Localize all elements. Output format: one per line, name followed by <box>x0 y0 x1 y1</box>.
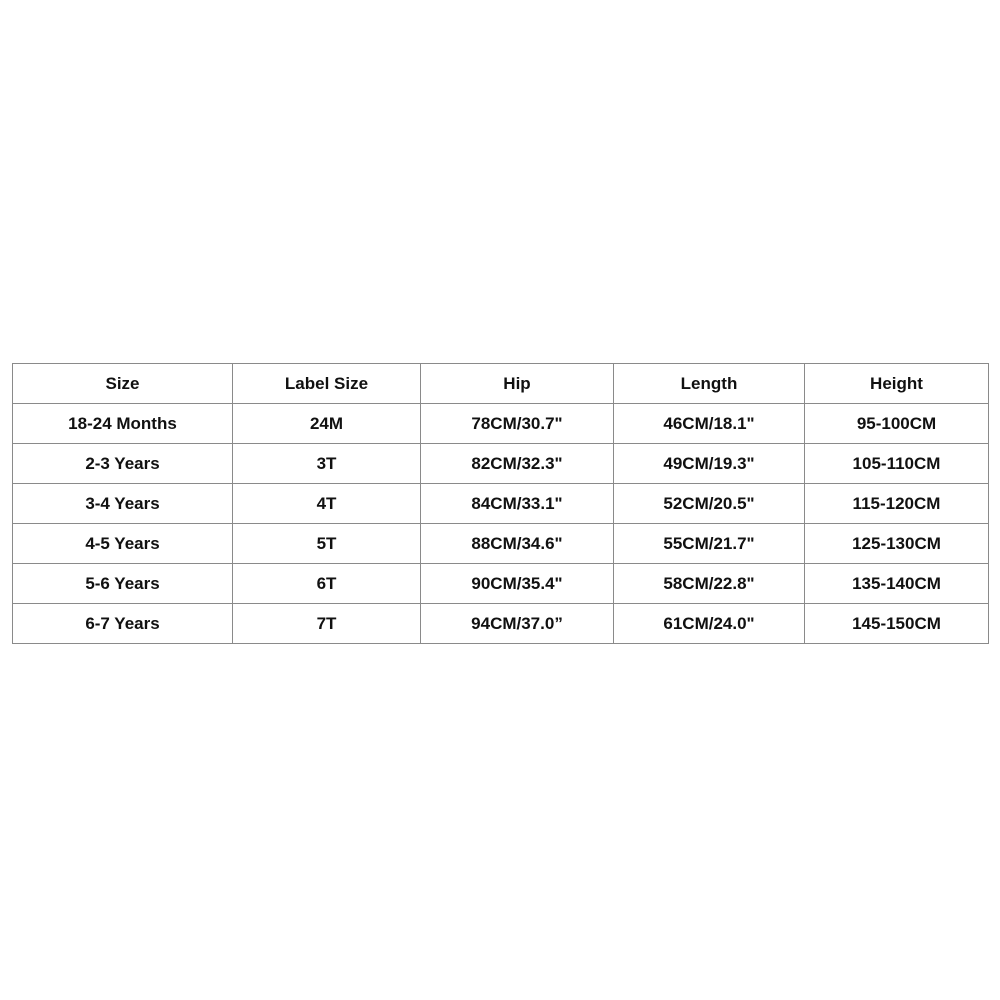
header-size: Size <box>13 364 233 404</box>
cell-hip: 82CM/32.3" <box>421 444 614 484</box>
cell-length: 52CM/20.5" <box>614 484 805 524</box>
header-hip: Hip <box>421 364 614 404</box>
table-row <box>13 564 989 604</box>
cell-length: 46CM/18.1" <box>614 404 805 444</box>
cell-hip: 90CM/35.4" <box>421 564 614 604</box>
cell-size: 2-3 Years <box>13 444 233 484</box>
cell-label-size: 24M <box>233 404 421 444</box>
table-header-row <box>13 364 989 404</box>
table-row <box>13 524 989 564</box>
cell-height: 115-120CM <box>805 484 989 524</box>
cell-height: 125-130CM <box>805 524 989 564</box>
cell-size: 3-4 Years <box>13 484 233 524</box>
cell-label-size: 7T <box>233 604 421 644</box>
cell-length: 55CM/21.7" <box>614 524 805 564</box>
table-row <box>13 444 989 484</box>
cell-height: 95-100CM <box>805 404 989 444</box>
cell-label-size: 6T <box>233 564 421 604</box>
cell-length: 58CM/22.8" <box>614 564 805 604</box>
cell-hip: 94CM/37.0” <box>421 604 614 644</box>
cell-hip: 88CM/34.6" <box>421 524 614 564</box>
cell-height: 145-150CM <box>805 604 989 644</box>
cell-length: 61CM/24.0" <box>614 604 805 644</box>
size-chart-table <box>12 363 989 644</box>
cell-size: 4-5 Years <box>13 524 233 564</box>
table-row <box>13 604 989 644</box>
header-length: Length <box>614 364 805 404</box>
cell-label-size: 5T <box>233 524 421 564</box>
cell-height: 105-110CM <box>805 444 989 484</box>
header-label-size: Label Size <box>233 364 421 404</box>
cell-size: 6-7 Years <box>13 604 233 644</box>
table-row <box>13 484 989 524</box>
cell-label-size: 3T <box>233 444 421 484</box>
header-height: Height <box>805 364 989 404</box>
cell-size: 18-24 Months <box>13 404 233 444</box>
cell-hip: 84CM/33.1" <box>421 484 614 524</box>
cell-length: 49CM/19.3" <box>614 444 805 484</box>
cell-height: 135-140CM <box>805 564 989 604</box>
cell-size: 5-6 Years <box>13 564 233 604</box>
cell-label-size: 4T <box>233 484 421 524</box>
cell-hip: 78CM/30.7" <box>421 404 614 444</box>
table-row <box>13 404 989 444</box>
